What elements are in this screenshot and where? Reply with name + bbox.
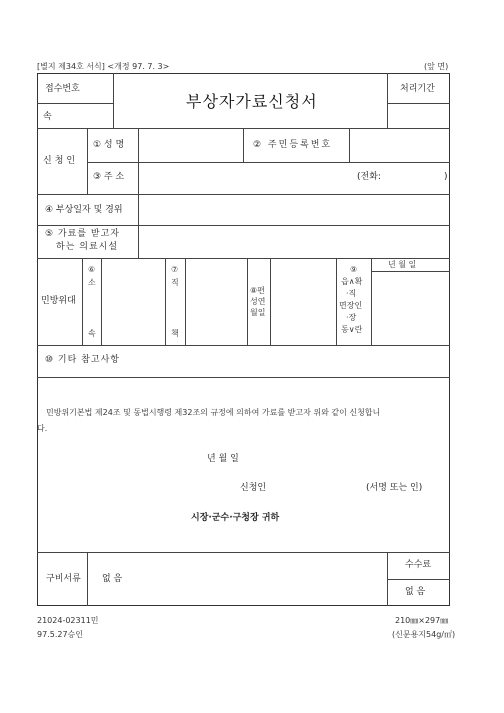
processing-period-label: 처리기간 <box>400 84 435 94</box>
application-date: 년 월 일 <box>207 454 239 464</box>
vline-unit-label <box>82 258 83 345</box>
vline-receipt <box>113 73 114 128</box>
affiliation-field[interactable] <box>102 259 165 345</box>
org-date-label-1: ⑧편 <box>250 286 265 295</box>
fee-label: 수수료 <box>405 560 432 570</box>
org-date-field[interactable] <box>271 259 336 345</box>
medical-facility-label-2: 하는 의료시설 <box>56 242 119 252</box>
duty-number: ⑦ <box>171 265 179 274</box>
documents-label: 구비서류 <box>46 574 81 584</box>
statement-text-line1: 민방위기본법 제24조 및 동법시행령 제32조의 규정에 의하여 가료를 받고자 위와 같이 신청합니 <box>46 408 381 417</box>
medical-facility-label-1: ⑤ 가료를 받고자 <box>45 229 120 239</box>
confirm-seal-field[interactable] <box>372 272 450 345</box>
divider-fee <box>387 579 450 580</box>
medical-facility-field[interactable] <box>139 226 450 258</box>
applicant-label: 신청인 <box>43 156 79 166</box>
rrn-label: ② 주민등록번호 <box>253 140 333 150</box>
processing-period-field[interactable] <box>388 104 450 128</box>
injury-date-label: ④ 부상일자 및 경위 <box>45 205 123 215</box>
paper-type: (신문용지54g/㎡) <box>392 630 456 639</box>
address-label: ③ 주 소 <box>93 172 125 182</box>
vline-duty-value <box>247 258 248 345</box>
applicant-signature-label: 신청인 <box>240 483 267 493</box>
confirm-label-5: 동∨란 <box>341 325 363 334</box>
form-number: [별지 제34호 서식] <개정 97. 7. 3> <box>37 62 170 71</box>
affiliation-label-b: 속 <box>88 329 96 338</box>
vline-documents-label <box>87 552 88 606</box>
confirm-label-3: 면장인 <box>339 301 363 310</box>
address-field[interactable] <box>139 163 350 194</box>
divider-receipt <box>37 103 113 104</box>
confirm-date-label: 년 월 일 <box>388 260 417 269</box>
remarks-label: ⑩ 기타 참고사항 <box>45 355 120 365</box>
confirm-label-1: 읍∧확 <box>341 277 363 286</box>
org-date-label-3: 월일 <box>250 308 266 317</box>
divider-remarks-end <box>37 377 450 378</box>
divider-statement-end <box>37 552 450 553</box>
name-field[interactable] <box>139 129 243 162</box>
fee-value: 없 음 <box>405 587 426 597</box>
page-side-label: (앞 면) <box>424 62 449 71</box>
name-label: ① 성 명 <box>93 140 125 150</box>
org-date-label-2: 성연 <box>250 297 266 306</box>
signature-or-seal: (서명 또는 인) <box>366 483 423 493</box>
form-code: 21024-02311민 <box>37 616 99 625</box>
confirm-number: ⑨ <box>350 265 358 274</box>
affiliation-number: ⑥ <box>88 265 96 274</box>
vline-rrn-start <box>243 128 244 162</box>
receipt-number-label: 접수번호 <box>45 84 80 94</box>
paper-size: 210㎜×297㎜ <box>395 616 449 625</box>
approval-date: 97.5.27승인 <box>37 630 83 639</box>
affiliation-label-a: 소 <box>88 278 96 287</box>
documents-value: 없 음 <box>102 574 123 584</box>
remarks-field[interactable] <box>160 346 450 377</box>
civil-defense-unit-label: 민방위대 <box>41 296 76 306</box>
confirm-label-4: ·장 <box>346 313 357 322</box>
statement-text-line2: 다. <box>37 424 48 433</box>
form-title: 부상자가료신청서 <box>186 92 318 111</box>
receipt-mark: 속 <box>43 112 52 122</box>
phone-close: ) <box>444 172 448 182</box>
vline-applicant-label <box>87 128 88 194</box>
phone-label: (전화: <box>357 172 381 182</box>
vline-affiliation-value <box>165 258 166 345</box>
vline-org-date-value <box>336 258 337 345</box>
recipient-label: 시장·군수·구청장 귀하 <box>191 513 280 523</box>
rrn-field[interactable] <box>350 129 450 162</box>
confirm-label-2: ·직 <box>346 289 357 298</box>
duty-field[interactable] <box>186 259 247 345</box>
duty-label-b: 책 <box>171 329 179 338</box>
injury-field[interactable] <box>139 195 450 225</box>
duty-label-a: 직 <box>171 278 179 287</box>
vline-fee <box>387 552 388 606</box>
